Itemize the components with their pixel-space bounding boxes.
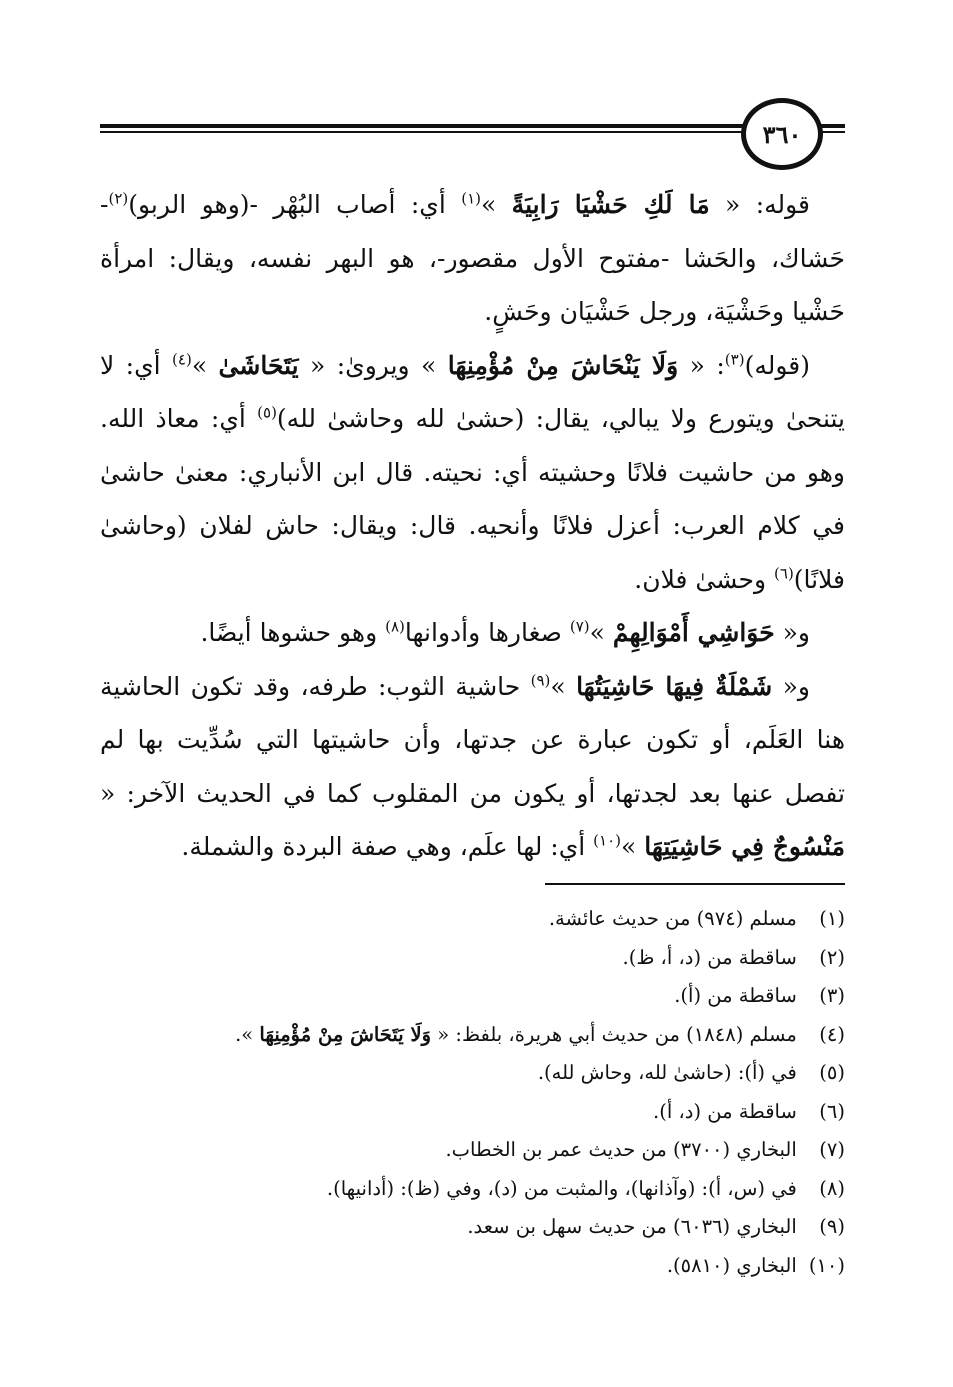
footnote-ref: (١)	[461, 189, 481, 208]
text-run: أي: أصاب البُهْر -(وهو الربو)	[128, 190, 462, 219]
footnote-ref: (٨)	[385, 617, 405, 636]
text-run: »	[589, 618, 613, 647]
hadith-quote: حَوَاشِي أَمْوَالِهِمْ	[612, 618, 775, 647]
hadith-quote: وَلَا يَنْحَاشَ مِنْ مُؤْمِنِهَا	[447, 350, 679, 380]
paragraph-4	[100, 660, 845, 874]
footnote-number: (٧)	[819, 1138, 845, 1161]
footnote-item	[100, 1016, 845, 1055]
footnote-item	[100, 1208, 845, 1247]
footnote-text: مسلم (٩٧٤) من حديث عائشة.	[548, 907, 797, 930]
paragraph-3	[100, 606, 845, 660]
footnote-text: البخاري (٥٨١٠).	[666, 1253, 797, 1277]
footnote-item	[100, 1247, 845, 1286]
text-run: و«	[774, 618, 810, 647]
footnote-text: مسلم (١٨٤٨) من حديث أبي هريرة، بلفظ: «	[431, 1022, 797, 1046]
footnote-number: (٤)	[819, 1022, 845, 1046]
footnote-ref: (٧)	[569, 617, 590, 636]
text-run: - حَشاك، والحَشا -مفتوح الأول مقصور-، هو البهر نفسه، ويقال: امرأة حَشْيا وحَشْيَة، ورجل حَشْيَان وحَشٍ.	[100, 190, 845, 326]
text-run: أي: لها علَم، وهي صفة البردة والشملة.	[181, 832, 594, 861]
main-text	[100, 178, 845, 874]
footnote-text: البخاري (٣٧٠٠) من حديث عمر بن الخطاب.	[445, 1138, 797, 1161]
hadith-quote: مَنْسُوجٌ فِي حَاشِيَتِهَا	[644, 832, 845, 861]
text-run: وهو حشوها أيضًا.	[200, 618, 386, 647]
footnote-number: (٣)	[819, 984, 845, 1007]
footnote-ref: (٣)	[724, 350, 745, 369]
text-run: (قوله)	[744, 350, 810, 380]
text-run: »	[480, 190, 512, 219]
footnote-number: (١)	[819, 907, 845, 930]
page-number-badge	[741, 98, 823, 170]
hadith-quote: شَمْلَةٌ فِيهَا حَاشِيَتُهَا	[576, 671, 773, 701]
footnote-item	[100, 1093, 845, 1132]
footnote-item	[100, 1131, 845, 1170]
hadith-quote: يَتَحَاشَىٰ	[218, 350, 299, 380]
footnote-text: ساقطة من (د، أ).	[653, 1099, 797, 1123]
footnote-item	[100, 1054, 845, 1093]
text-run: »	[550, 671, 577, 701]
footnote-text: ».	[235, 1022, 260, 1046]
text-run: وحشىٰ فلان.	[634, 564, 775, 594]
footnote-ref: (٥)	[257, 403, 277, 422]
footnote-number: (٢)	[819, 945, 845, 969]
footnote-text: ساقطة من (أ).	[674, 984, 797, 1007]
header-rule	[100, 124, 845, 136]
text-run: أي: لا يتنحىٰ ويتورع ولا يبالي، يقال: (حشىٰ لله وحاشىٰ لله)	[100, 350, 845, 433]
footnote-number: (١٠)	[808, 1253, 845, 1277]
footnote-text: ساقطة من (د، أ، ظ).	[622, 945, 797, 969]
hadith-quote: وَلَا يَتَحَاشَ مِنْ مُؤْمِنِهَا	[259, 1022, 432, 1046]
footnote-number: (٩)	[819, 1215, 845, 1238]
footnote-number: (٦)	[819, 1099, 845, 1123]
text-run: » ويروىٰ: «	[298, 350, 448, 380]
text-run: قوله: «	[709, 190, 811, 219]
text-run: أي: معاذ الله. وهو من حاشيت فلانًا وحشيته أي: نحيته. قال ابن الأنباري: معنىٰ حاشىٰ في كلام العرب: أعزل فلانًا وأنحيه. قال: ويقال: حاش لفلان (وحاشىٰ فلانًا)	[100, 404, 845, 594]
footnote-ref: (٩)	[530, 671, 551, 690]
text-run: حاشية الثوب: طرفه، وقد تكون الحاشية هنا العَلَم، أو تكون عبارة عن جدتها، وأن حاشيتها التي سُدِّيت بها لم تفصل عنها بعد لجدتها، أو يكون من المقلوب كما في الحديث الآخر: «	[100, 671, 845, 808]
footnote-item	[100, 1170, 845, 1209]
footnote-number: (٥)	[819, 1061, 845, 1084]
paragraph-2	[100, 339, 845, 607]
footnote-text: في (س، أ): (وآذانها)، والمثبت من (د)، وفي (ظ): (أدانيها).	[326, 1176, 797, 1200]
text-run: »	[621, 832, 645, 861]
footnote-separator	[545, 883, 845, 885]
page-number: ٣٦٠	[762, 119, 802, 149]
text-run: صغارها وأدوانها	[404, 618, 570, 647]
footnote-ref: (٤)	[172, 350, 192, 369]
footnote-item	[100, 939, 845, 978]
hadith-quote: مَا لَكِ حَشْيَا رَابِيَةً	[511, 190, 710, 219]
text-run: »	[191, 350, 219, 380]
footnote-text: في (أ): (حاشىٰ لله، وحاش لله).	[537, 1061, 797, 1084]
footnote-ref: (٦)	[774, 564, 794, 583]
footnote-ref: (٢)	[108, 189, 129, 208]
footnote-item	[100, 977, 845, 1016]
header-rule-thin	[100, 131, 845, 133]
text-run: : «	[678, 350, 725, 380]
footnote-number: (٨)	[819, 1176, 845, 1200]
footnotes	[100, 900, 845, 1285]
header-rule-thick	[100, 124, 845, 128]
footnote-item	[100, 900, 845, 939]
footnote-ref: (١٠)	[593, 831, 622, 850]
footnote-text: البخاري (٦٠٣٦) من حديث سهل بن سعد.	[467, 1215, 797, 1238]
paragraph-1	[100, 178, 845, 339]
text-run: و«	[772, 671, 810, 701]
